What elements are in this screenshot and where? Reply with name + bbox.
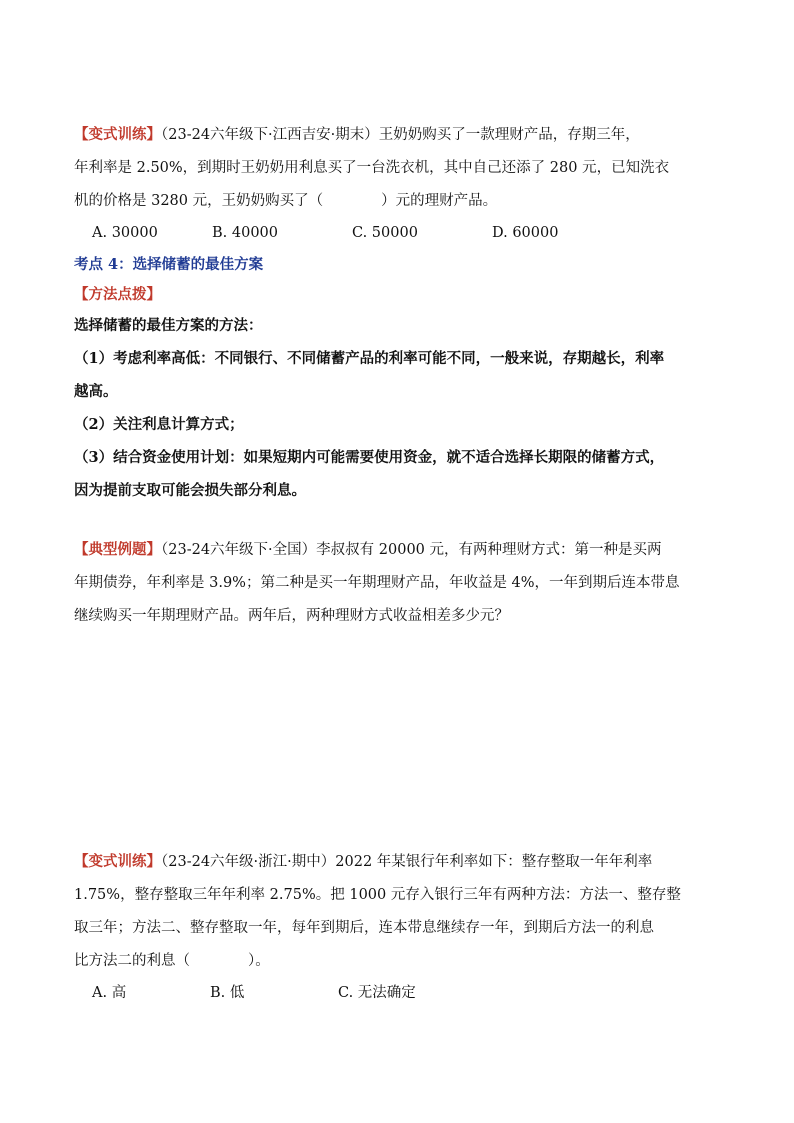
question-text: （23-24六年级下·江西吉安·期末）王奶奶购买了一款理财产品，存期三年， [161, 127, 640, 143]
question-line: 年利率是 2.50%，到期时王奶奶用利息买了一台洗衣机，其中自己还添了 280 元，已知洗衣 [74, 160, 670, 176]
method-item: 越高。 [74, 383, 118, 400]
option-a[interactable]: A. 30000 [92, 225, 158, 241]
method-item: 因为提前支取可能会损失部分利息。 [74, 482, 306, 499]
option-a[interactable]: A. 高 [92, 985, 127, 1001]
question-line: 取三年；方法二、整存整取一年，每年到期后，连本带息继续存一年，到期后方法一的利息 [74, 920, 654, 936]
answer-options [74, 218, 742, 248]
method-item: （3）结合资金使用计划：如果短期内可能需要使用资金，就不适合选择长期限的储蓄方式， [74, 449, 665, 466]
method-intro: 选择储蓄的最佳方案的方法： [74, 317, 263, 334]
question-line: 比方法二的利息（ ）。 [74, 953, 270, 969]
question-line [74, 533, 742, 567]
typical-example [74, 533, 742, 633]
section-tag: 【变式训练】 [74, 126, 161, 143]
question-line: 机的价格是 3280 元，王奶奶购买了（ ）元的理财产品。 [74, 193, 498, 209]
option-c[interactable]: C. 50000 [352, 225, 418, 241]
method-item: （2）关注利息计算方式； [74, 416, 244, 433]
section-tag: 【典型例题】 [74, 541, 161, 558]
question-line: 年期债券，年利率是 3.9%；第二种是买一年期理财产品，年收益是 4%，一年到期后连本带息 [74, 575, 680, 591]
section-tag: 【变式训练】 [74, 853, 161, 870]
option-b[interactable]: B. 40000 [212, 225, 279, 241]
option-d[interactable]: D. 60000 [492, 225, 559, 241]
method-tag: 【方法点拨】 [74, 286, 161, 303]
variant-exercise-2 [74, 845, 742, 1008]
option-c[interactable]: C. 无法确定 [338, 985, 416, 1001]
question-line: 1.75%，整存整取三年年利率 2.75%。把 1000 元存入银行三年有两种方法：方法一、整存整 [74, 887, 681, 903]
question-text: （23-24六年级·浙江·期中）2022 年某银行年利率如下：整存整取一年年利率 [161, 854, 653, 870]
point-4-section [74, 248, 742, 507]
option-b[interactable]: B. 低 [210, 985, 245, 1001]
question-text: （23-24六年级下·全国）李叔叔有 20000 元，有两种理财方式：第一种是买两 [161, 542, 662, 558]
question-line: 继续购买一年期理财产品。两年后，两种理财方式收益相差多少元？ [74, 608, 509, 624]
question-line [74, 118, 742, 152]
variant-exercise-1 [74, 118, 742, 248]
question-line [74, 845, 742, 879]
section-heading: 考点 4：选择储蓄的最佳方案 [74, 256, 264, 273]
method-item: （1）考虑利率高低：不同银行、不同储蓄产品的利率可能不同，一般来说，存期越长，利率 [74, 350, 665, 367]
answer-options [74, 978, 742, 1008]
